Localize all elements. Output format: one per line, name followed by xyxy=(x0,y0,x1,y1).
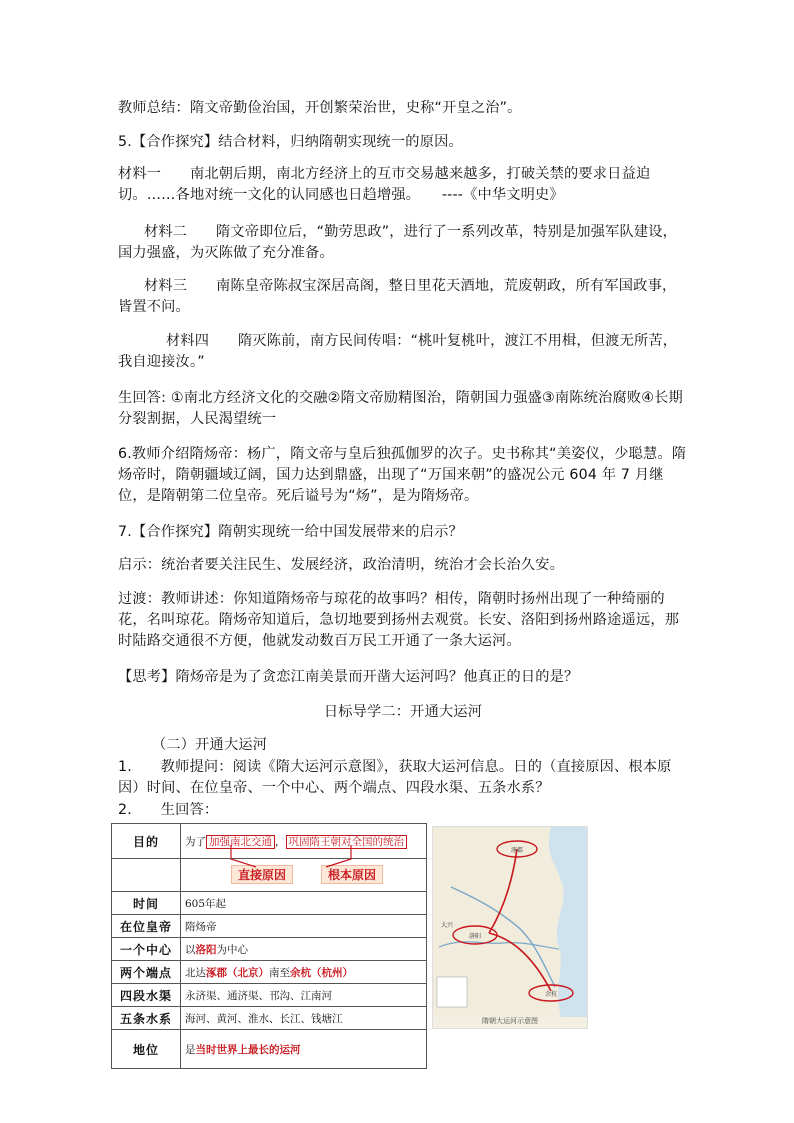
map-caption: 隋朝大运河示意图 xyxy=(482,1017,538,1025)
cooperative-inquiry-7: 7.【合作探究】隋朝实现统一给中国发展带来的启示？ xyxy=(118,524,463,540)
direct-reason: 加强南北交通 xyxy=(206,835,275,849)
table-row xyxy=(112,1007,427,1030)
material-4: 材料四 隋灭陈前，南方民间传唱：“桃叶复桃叶，渡江不用楫，但渡无所苦，我自迎接汝。” xyxy=(118,333,678,370)
text-red: 涿郡（北京） xyxy=(206,966,269,979)
grand-canal-map xyxy=(432,826,588,1029)
root-reason: 巩固隋王朝对全国的统治 xyxy=(286,835,408,849)
row-value xyxy=(181,938,427,961)
row-key: 一个中心 xyxy=(112,938,181,961)
row-key: 四段水渠 xyxy=(112,984,181,1007)
table-row xyxy=(112,961,427,984)
row-key: 两个端点 xyxy=(112,961,181,984)
material-3: 材料三 南陈皇帝陈叔宝深居高阁，整日里花天酒地，荒废朝政，所有军国政事，皆置不问。 xyxy=(118,278,677,315)
table-row xyxy=(112,892,427,915)
teacher-summary: 教师总结：隋文帝勤俭治国，开创繁荣治世，史称“开皇之治”。 xyxy=(118,100,522,116)
text-mid: 南至 xyxy=(269,966,290,979)
text-post: 为中心 xyxy=(216,943,248,956)
cooperative-inquiry-5: 5.【合作探究】结合材料，归纳隋朝实现统一的原因。 xyxy=(118,134,463,150)
student-answer-2: 2. 生回答： xyxy=(118,802,219,818)
section-heading-goal-2: 日标导学二：开通大运河 xyxy=(323,704,483,720)
text-pre: 以 xyxy=(185,943,196,956)
reason-arrows xyxy=(111,823,427,883)
teacher-question-1: 1. 教师提问：阅读《隋大运河示意图》，获取大运河信息。日的（直接原因、根本原因）时间、在位皇帝、一个中心、两个端点、四段水渠、五条水系？ xyxy=(118,759,672,796)
subsection-heading: （二）开通大运河 xyxy=(152,737,268,753)
map-label-south: 余杭 xyxy=(544,991,558,998)
text-pre: 是 xyxy=(185,1043,196,1056)
material-2: 材料二 隋文帝即位后，“勤劳思政”，进行了一系列改革，特别是加强军队建设，国力强盛，为灭陈做了充分准备。 xyxy=(118,224,678,261)
text-red: 当时世界上最长的运河 xyxy=(195,1043,301,1056)
row-key: 地位 xyxy=(112,1030,181,1069)
text-red-2: 余杭（杭州） xyxy=(290,966,353,979)
row-key: 目的 xyxy=(112,824,181,859)
table-row xyxy=(112,938,427,961)
purpose-prefix: 为了 xyxy=(185,835,206,848)
row-key: 时间 xyxy=(112,892,181,915)
teacher-intro-yang-di: 6.教师介绍隋炀帝：杨广，隋文帝与皇后独孤伽罗的次子。史书称其“美姿仪，少聪慧。隋炀帝时，隋朝疆域辽阔，国力达到鼎盛，出现了“万国来朝”的盛况公元 604 年 7 月继位，是隋朝第二位皇帝。死后谥号为“炀”，是为隋炀帝。 xyxy=(118,446,687,504)
map-label-center: 洛阳 xyxy=(468,933,482,940)
map-label-west: 大兴 xyxy=(440,922,454,929)
row-value xyxy=(181,1030,427,1069)
table-row xyxy=(112,915,427,938)
material-1: 材料一 南北朝后期，南北方经济上的互市交易越来越多，打破关禁的要求日益迫切。……各地对统一文化的认同感也日趋增强。 ----《中华文明史》 xyxy=(118,166,651,203)
text-red: 洛阳 xyxy=(195,943,217,956)
enlightenment: 启示：统治者要关注民生、发展经济，政治清明，统治才会长治久安。 xyxy=(118,557,565,573)
row-value xyxy=(181,961,427,984)
tag-direct-reason: 直接原因 xyxy=(231,865,293,884)
student-answer: 生回答: ①南北方经济文化的交融②隋文帝励精图治，隋朝国力强盛③南陈统治腐败④长期分裂割据，人民渴望统一 xyxy=(118,390,683,427)
row-value: 永济渠、通济渠、邗沟、江南河 xyxy=(181,984,427,1007)
transition-story: 过渡：教师讲述：你知道隋炀帝与琼花的故事吗？相传，隋朝时扬州出现了一种绮丽的花，名叫琼花。隋炀帝知道后，急切地要到扬州去观赏。长安、洛阳到扬州路途遥远，那时陆路交通很不方便，他就发动数百万民工开通了一条大运河。 xyxy=(118,591,680,649)
row-value: 隋炀帝 xyxy=(181,915,427,938)
row-value: 605年起 xyxy=(181,892,427,915)
map-drawing xyxy=(433,827,587,1017)
tag-root-reason: 根本原因 xyxy=(321,865,383,884)
text-pre: 北达 xyxy=(185,966,206,979)
map-label-north: 涿郡 xyxy=(510,847,524,854)
table-row xyxy=(112,984,427,1007)
table-row xyxy=(112,1030,427,1069)
row-key: 五条水系 xyxy=(112,1007,181,1030)
purpose-separator: ， xyxy=(275,835,286,848)
row-key: 在位皇帝 xyxy=(112,915,181,938)
thinking-question: 【思考】隋炀帝是为了贪恋江南美景而开凿大运河吗？他真正的日的是？ xyxy=(118,669,579,685)
row-value: 海河、黄河、淮水、长江、钱塘江 xyxy=(181,1007,427,1030)
